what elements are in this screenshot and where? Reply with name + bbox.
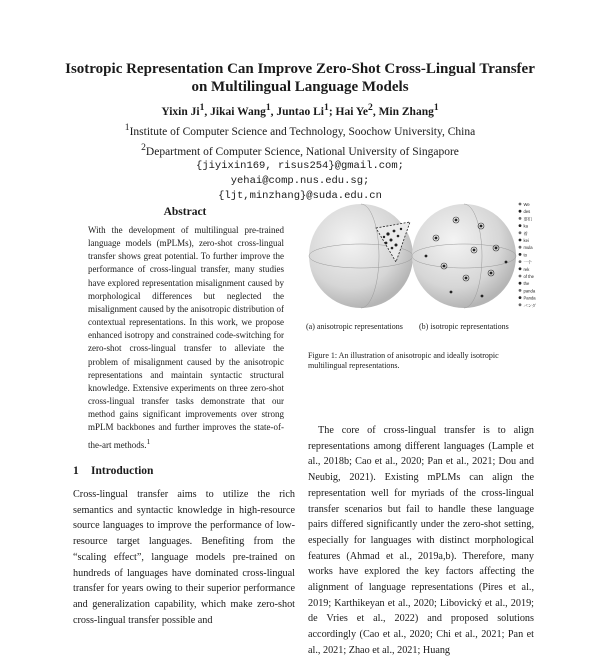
- legend-marker: [519, 217, 522, 220]
- legend-marker: [519, 289, 522, 292]
- affiliation-text: Department of Computer Science, National University of Singapore: [145, 145, 459, 158]
- footnote-mark: 1: [146, 436, 151, 446]
- legend-marker: [519, 282, 522, 285]
- author-sup: 2: [368, 102, 373, 113]
- figure-1-spheres: [306, 198, 534, 314]
- legend-label: rek: [523, 266, 530, 272]
- legend-label: 要们: [523, 216, 532, 222]
- subcaption-b: (b) isotropic representations: [419, 322, 509, 331]
- section-heading: [73, 465, 153, 477]
- legend-marker: [519, 260, 522, 263]
- legend-marker: [519, 210, 522, 213]
- subcaption-a: (a) anisotropic representations: [306, 322, 403, 331]
- legend-label: of the: [523, 274, 534, 279]
- legend-label: des: [523, 209, 531, 215]
- legend-label: mula: [523, 245, 533, 251]
- author-names: Yixin Ji$^1$, Jikai Wang$^1$, Juntao Li$^1$; Hai Ye$^2$, Min Zhang$^1$: [161, 102, 439, 118]
- legend-label: Panda: [523, 295, 536, 301]
- legend-marker: [519, 275, 522, 278]
- legend-label: 着: [523, 230, 528, 236]
- legend-label: We: [523, 202, 530, 207]
- legend-marker: [519, 246, 522, 249]
- sphere-isotropic: [412, 204, 516, 308]
- legend-label: 一个: [523, 259, 532, 265]
- legend-marker: [519, 303, 522, 306]
- author-name: Yixin Ji: [161, 105, 200, 118]
- legend-label: the: [523, 281, 530, 287]
- legend-label: panda: [523, 288, 536, 294]
- section-number: 1: [73, 465, 79, 477]
- legend-marker: [519, 296, 522, 299]
- legend-label: ka: [523, 223, 528, 229]
- author-name: Jikai Wang: [210, 105, 266, 118]
- legend-marker: [519, 253, 522, 256]
- abstract-text: With the development of multilingual pre-trained language models (mPLMs), zero-shot cross-lingual transfer shows great potential. To further improve the performance of cross-lingual transfer, many studies have explored representation misalignment caused by morphological differences but neglected the misalignment caused by the anisotropic distribution of contextual representations. In this work, we propose enhanced isotropy and constrained code-switching for zero-shot cross-lingual transfer to alleviate the problem of misalignment caused by the anisotropic representations and maintain syntactic structural knowledge. Extensive experiments on three zero-shot cross-lingual transfer tasks demonstrate that our method gains significant improvements over strong mPLM backbones and further improves the state-of-the-art methods.: [88, 225, 284, 450]
- affiliation-text: Institute of Computer Science and Technology, Soochow University, China: [129, 125, 476, 138]
- legend-marker: [519, 224, 522, 227]
- email-1: {jiyixin169, risus254}@gmail.com;: [196, 160, 404, 173]
- author-sup: 1: [433, 102, 439, 113]
- author-name: Juntao Li: [276, 105, 325, 118]
- legend-label: パンダ: [523, 302, 536, 308]
- title-line-1: Isotropic Representation Can Improve Zero-Shot Cross-Lingual Transfer: [65, 61, 535, 77]
- legend-label: to: [523, 252, 527, 258]
- legend-label: kei: [523, 238, 529, 243]
- affiliation-1: [40, 120, 560, 140]
- legend-marker: [519, 239, 522, 242]
- intro-left-text: Cross-lingual transfer aims to utilize the rich semantics and syntactic knowledge in high-resource source languages to improve the performance of low-resource target languages. Benefiting from the “scaling effect”, language models pre-trained on hundreds of languages have dominated cross-lingual transfer for years owing to their superior performance and generalization capability, which: [73, 489, 295, 610]
- author-block: [40, 100, 560, 204]
- legend-marker: [519, 267, 522, 270]
- author-sup: 1: [324, 102, 329, 113]
- abstract-body: [88, 224, 284, 452]
- intro-right-text: The core of cross-lingual transfer is to align representations among different languages (Lample et al., 2018b; Cao et al., 2020; Pan et al., 2021; Dou and Neubig, 2021). Existing mPLMs can align the representation well for myriads of the cross-lingual transfer scenarios but fail to handle these language pairs differed significantly under the zero-shot setting, especially for languages with distinct morphological features (Ahmad et al., 2019a,b). Therefore, many works have explored the key factors affecting the alignment of language representations (Pires et al., 2019; Karthikeyan et al., 2020; Libovický et al., 2019; de Vries et al., 2022) and proposed solutions accordingly (Cao et al., 2020; Chi et al., 2021; Pan et al., 2021; Zhao et al., 2021; Huang: [308, 425, 534, 656]
- section-title: Introduction: [91, 465, 154, 477]
- author-sup: 1: [199, 102, 205, 113]
- affiliation-sup: 2: [141, 141, 146, 153]
- email-2: yehai@comp.nus.edu.sg;: [230, 175, 370, 188]
- abstract-heading: Abstract: [163, 206, 207, 218]
- legend-marker: [519, 231, 522, 234]
- paper-title: [40, 60, 560, 96]
- figure-caption: Figure 1: An illustration of anisotropic and ideally isotropic multilingual representations.: [308, 351, 499, 370]
- intro-left-column: [73, 487, 295, 628]
- intro-right-column: [308, 423, 534, 659]
- author-name: Min Zhang: [378, 105, 434, 118]
- email-3: {ljt,minzhang}@suda.edu.cn: [218, 190, 382, 203]
- author-name: Hai Ye: [335, 105, 369, 118]
- author-sup: 1: [265, 102, 271, 113]
- legend-marker: [519, 203, 522, 206]
- intro-left-cut: make zero-shot cross-lingual transfer possible and: [73, 598, 296, 626]
- title-line-2: on Multilingual Language Models: [191, 79, 409, 95]
- affiliation-sup: 1: [124, 121, 130, 133]
- affiliation-2: [40, 140, 560, 160]
- figure-legend: [519, 202, 537, 309]
